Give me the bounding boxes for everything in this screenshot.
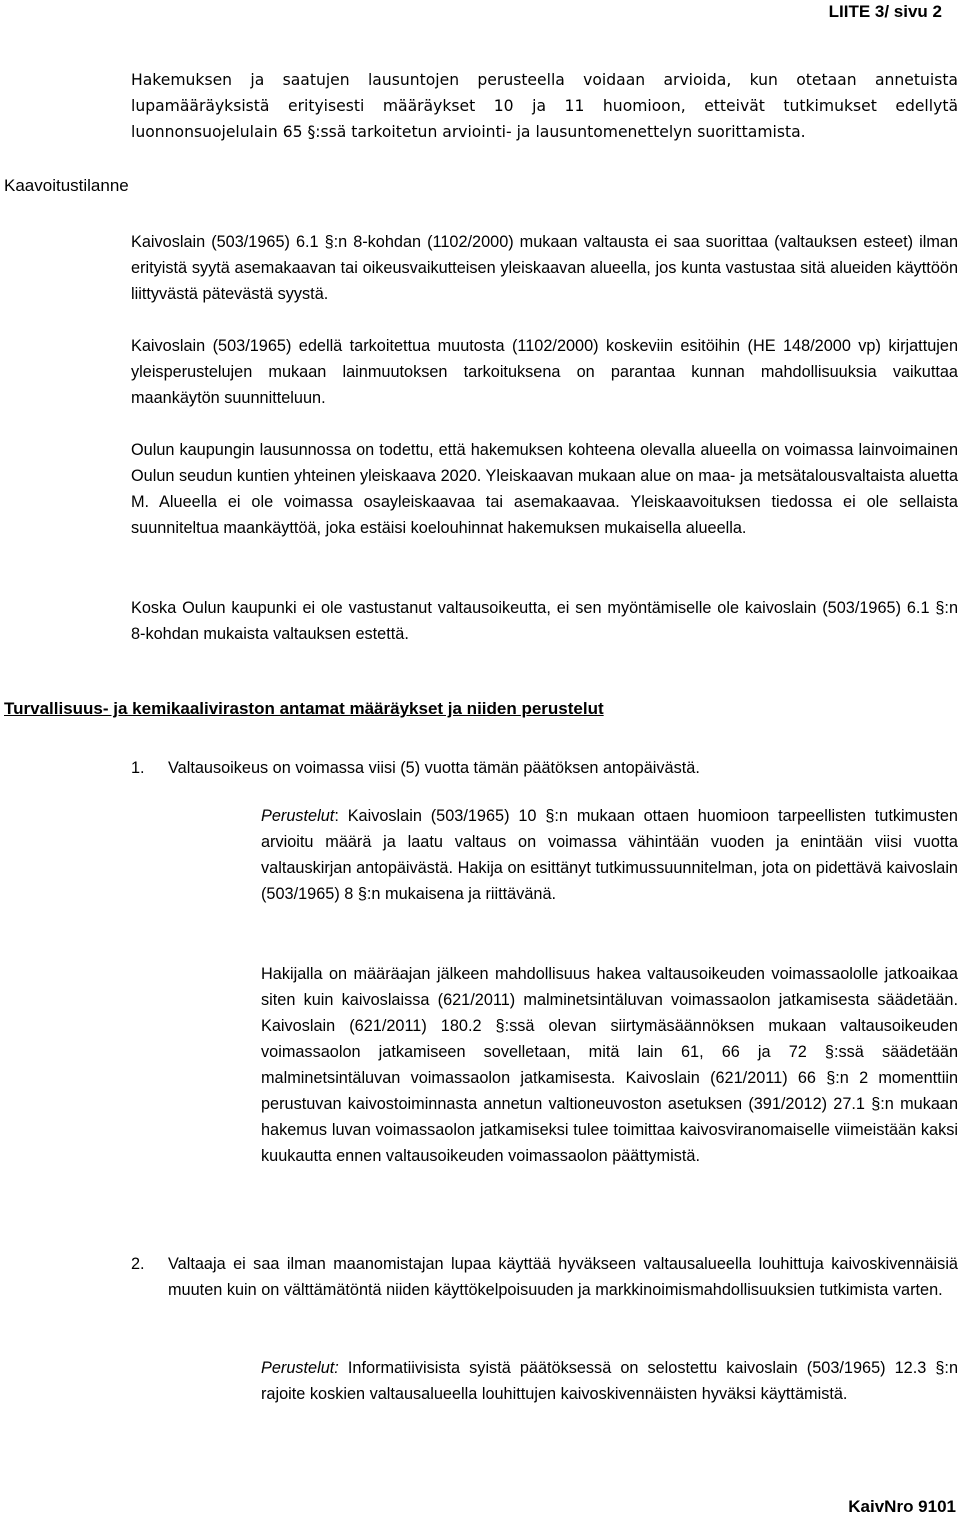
paragraph-valtauksen-esteet: Kaivoslain (503/1965) 6.1 §:n 8-kohdan (1102/2000) mukaan valtausta ei saa suorittaa (valtauksen esteet) ilman erityistä syytä asemakaavan tai oikeusvaikutteisen yleiskaavan alueella, jos kunta vastustaa sitä alueiden käyttöön liittyvästä pätevästä syystä.: [131, 233, 958, 303]
paragraph-jatkoaika: Hakijalla on määräajan jälkeen mahdollisuus hakea valtausoikeuden voimassaololle jatkoaikaa siten kuin kaivoslaissa (621/2011) malminetsintäluvan voimassaolon jatkamisesta säädetään. Kaivoslain (621/2011) 180.2 §:ssä olevan siirtymäsäännöksen mukaan valtausoikeuden voimassaolon jatkamiseen sovelletaan, mitä lain 61, 66 ja 72 §:ssä säädetään malminetsintäluvan voimassaolon jatkamisesta. Kaivoslain (621/2011) 66 §:n 2 momenttiin perustuvan kaivostoiminnasta annetun valtioneuvoston asetuksen (391/2012) 27.1 §:n mukaan hakemus luvan voimassaolon jatkamiseksi tulee toimittaa kaivosviranomaiselle viimeistään kaksi kuukautta ennen valtausoikeuden voimassaolon päättymistä.: [261, 965, 958, 1165]
side-label-kaavoitustilanne: Kaavoitustilanne: [4, 176, 129, 195]
list-item-1: [131, 755, 958, 781]
item-text: Valtaaja ei saa ilman maanomistajan lupaa käyttää hyväkseen valtausalueella louhittuja kaivoskivennäisiä muuten kuin on välttämätöntä niiden käyttökelpoisuuden ja markkinoimismahdollisuuksien tutkimista varten.: [168, 1255, 958, 1299]
item-number: 2.: [131, 1255, 145, 1273]
perustelut-1: [261, 803, 958, 907]
paragraph-oulun-lausunto: Oulun kaupungin lausunnossa on todettu, että hakemuksen kohteena olevalla alueella on voimassa lainvoimainen Oulun seudun kuntien yhteinen yleiskaava 2020. Yleiskaavan mukaan alue on maa- ja metsätalousvaltaista aluetta M. Alueella ei ole voimassa osayleiskaavaa tai asemakaavaa. Yleiskaavoituksen tiedossa ei ole sellaista suunniteltua maankäyttöä, joka estäisi koelouhinnat hakemuksen mukaisella alueella.: [131, 441, 958, 537]
perustelut-text: Informatiivisista syistä päätöksessä on selostettu kaivoslain (503/1965) 12.3 §:n rajoite koskien valtausalueella louhittujen kaivoskivennäisten hyväksi käyttämistä.: [261, 1359, 958, 1403]
perustelut-label: Perustelut:: [261, 1359, 339, 1377]
perustelut-label: Perustelut: [261, 807, 335, 825]
document-number: KaivNro 9101: [848, 1497, 956, 1516]
perustelut-2: [261, 1355, 958, 1407]
item-number: 1.: [131, 759, 145, 777]
list-item-2: [131, 1251, 958, 1303]
paragraph-ei-estetta: Koska Oulun kaupunki ei ole vastustanut valtausoikeutta, ei sen myöntämiselle ole kaivoslain (503/1965) 6.1 §:n 8-kohdan mukaista valtauksen estettä.: [131, 599, 958, 643]
page-number-label: LIITE 3/ sivu 2: [828, 2, 942, 21]
section-heading: Turvallisuus- ja kemikaaliviraston antamat määräykset ja niiden perustelut: [4, 699, 604, 718]
paragraph-lainmuutos: Kaivoslain (503/1965) edellä tarkoitettua muutosta (1102/2000) koskeviin esitöihin (HE 148/2000 vp) kirjattujen yleisperustelujen mukaan lainmuutoksen tarkoituksena on parantaa kunnan mahdollisuuksia vaikuttaa maankäytön suunnitteluun.: [131, 337, 958, 407]
paragraph-assessment: Hakemuksen ja saatujen lausuntojen perusteella voidaan arvioida, kun otetaan annetuista lupamääräyksistä erityisesti määräykset 10 ja 11 huomioon, etteivät tutkimukset edellytä luonnonsuojelulain 65 §:ssä tarkoitetun arviointi- ja lausuntomenettelyn suorittamista.: [131, 71, 958, 141]
perustelut-text: : Kaivoslain (503/1965) 10 §:n mukaan ottaen huomioon tarpeellisten tutkimusten arvioitu määrä ja laatu valtaus on voimassa vähintään vuoden ja enintään viisi vuotta valtauskirjan antopäivästä. Hakija on esittänyt tutkimussuunnitelman, jota on pidettävä kaivoslain (503/1965) 8 §:n mukaisena ja riittävänä.: [261, 807, 958, 903]
item-text: Valtausoikeus on voimassa viisi (5) vuotta tämän päätöksen antopäivästä.: [168, 759, 700, 777]
